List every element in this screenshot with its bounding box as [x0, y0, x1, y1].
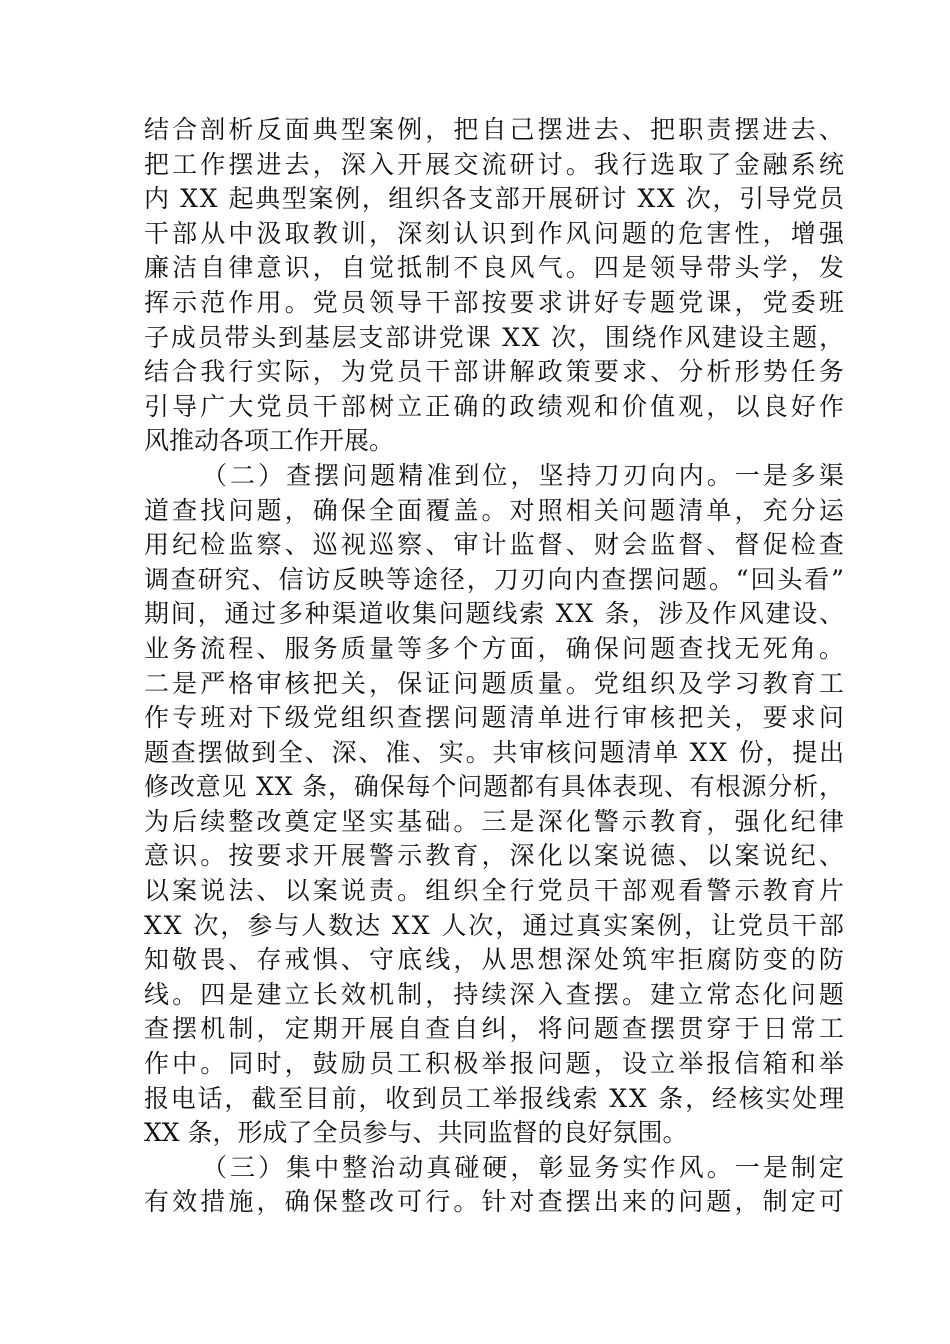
text-line: 结合我行实际，为党员干部讲解政策要求、分析形势任务 — [144, 357, 848, 387]
text-line: 作专班对下级党组织查摆问题清单进行审核把关，要求问 — [144, 703, 848, 733]
text-line: XX 次，参与人数达 XX 人次，通过真实案例，让党员干部 — [144, 910, 846, 940]
text-line: 意识。按要求开展警示教育，深化以案说德、以案说纪、 — [144, 841, 848, 871]
text-line: 道查找问题，确保全面覆盖。对照相关问题清单，充分运 — [144, 495, 848, 525]
text-line: 题查摆做到全、深、准、实。共审核问题清单 XX 份，提出 — [144, 737, 846, 767]
text-line: 结合剖析反面典型案例，把自己摆进去、把职责摆进去、 — [144, 115, 848, 144]
text-line: 引导广大党员干部树立正确的政绩观和价值观，以良好作 — [144, 391, 848, 421]
text-line: 调查研究、信访反映等途径，刀刃向内查摆问题。“回头看” — [144, 564, 846, 594]
text-line: 子成员带头到基层支部讲党课 XX 次，围绕作风建设主题， — [144, 322, 846, 352]
text-line: 知敬畏、存戒惧、守底线，从思想深处筑牢拒腐防变的防 — [144, 945, 848, 975]
text-line: 线。四是建立长效机制，持续深入查摆。建立常态化问题 — [144, 979, 848, 1009]
text-line: 内 XX 起典型案例，组织各支部开展研讨 XX 次，引导党员 — [144, 184, 846, 214]
text-line: 干部从中汲取教训，深刻认识到作风问题的危害性，增强 — [144, 218, 848, 248]
text-line: 廉洁自律意识，自觉抵制不良风气。四是领导带头学，发 — [144, 253, 848, 283]
text-line: 把工作摆进去，深入开展交流研讨。我行选取了金融系统 — [144, 149, 848, 179]
body-text — [144, 113, 848, 1220]
text-line: 为后续整改奠定坚实基础。三是深化警示教育，强化纪律 — [144, 806, 848, 836]
text-line: 业务流程、服务质量等多个方面，确保问题查找无死角。 — [144, 633, 848, 663]
text-line: 修改意见 XX 条，确保每个问题都有具体表现、有根源分析， — [144, 772, 845, 802]
text-line: 有效措施，确保整改可行。针对查摆出来的问题，制定可 — [144, 1187, 848, 1217]
paragraph-start-line: （三）集中整治动真碰硬，彰显务实作风。一是制定 — [202, 1152, 847, 1182]
text-line: 风推动各项工作开展。 — [144, 426, 395, 456]
text-line: 挥示范作用。党员领导干部按要求讲好专题党课，党委班 — [144, 287, 848, 317]
text-line: 二是严格审核把关，保证问题质量。党组织及学习教育工 — [144, 668, 848, 698]
text-line: 用纪检监察、巡视巡察、审计监督、财会监督、督促检查 — [144, 530, 848, 560]
text-line: 报电话，截至目前，收到员工举报线索 XX 条，经核实处理 — [144, 1083, 846, 1113]
text-line: XX 条，形成了全员参与、共同监督的良好氛围。 — [144, 1118, 688, 1148]
text-line: 查摆机制，定期开展自查自纠，将问题查摆贯穿于日常工 — [144, 1014, 848, 1044]
paragraph-start-line: （二）查摆问题精准到位，坚持刀刃向内。一是多渠 — [202, 460, 847, 490]
text-line: 以案说法、以案说责。组织全行党员干部观看警示教育片 — [144, 876, 848, 906]
text-line: 期间，通过多种渠道收集问题线索 XX 条，涉及作风建设、 — [144, 599, 846, 629]
text-line: 作中。同时，鼓励员工积极举报问题，设立举报信箱和举 — [144, 1049, 848, 1079]
